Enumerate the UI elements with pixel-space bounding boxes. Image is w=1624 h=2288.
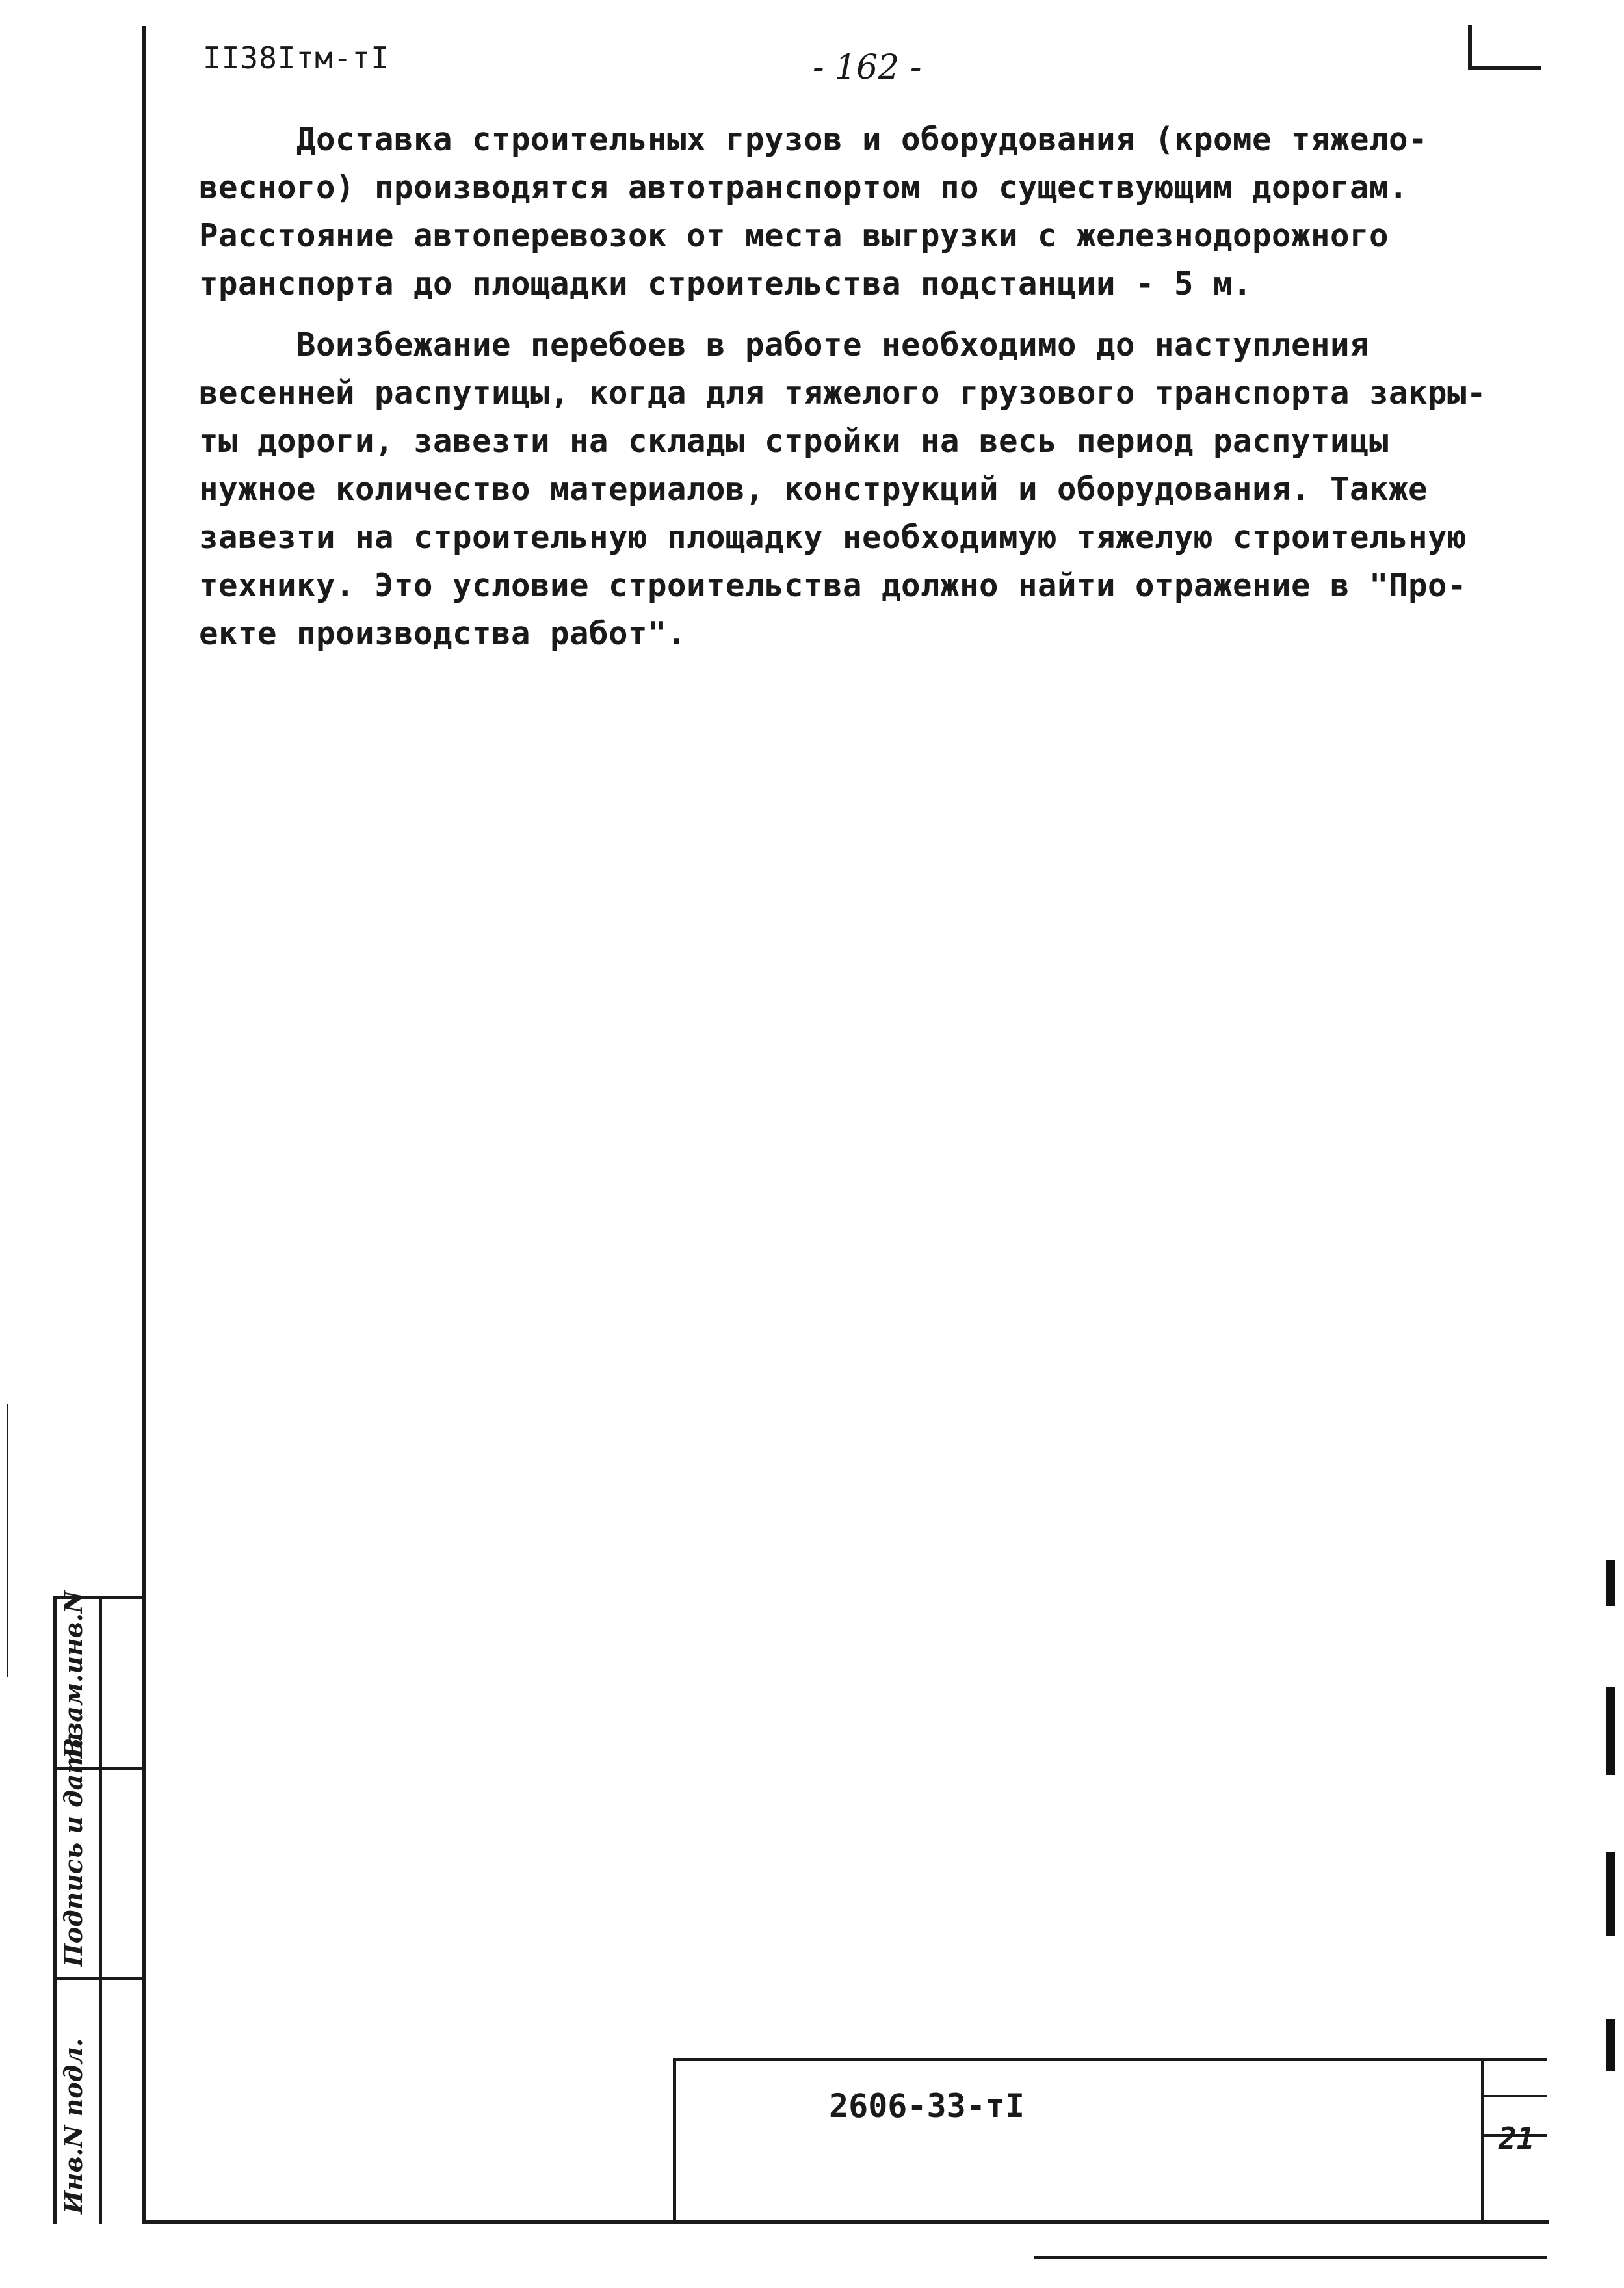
text-line: екте производства работ". [199,615,687,652]
title-block-top [673,2058,1547,2061]
sheet-cell-rule-1 [1481,2095,1547,2097]
bottom-rule [1034,2256,1547,2259]
paragraph-2 [199,321,1532,658]
edge-tick [1606,2019,1615,2071]
text-line: ты дороги, завезти на склады стройки на весь период распутицы [199,423,1389,460]
doc-code: II38Iтм-тI [203,40,389,75]
text-line: весенней распутицы, когда для тяжелого грузового транспорта закры- [199,375,1487,412]
text-line: технику. Это условие строительства должно найти отражение в "Про- [199,567,1467,604]
stamp-column-divider [99,1596,102,2224]
title-block-left [673,2058,676,2222]
sheet-number: 21 [1499,2121,1535,2156]
corner-mark-vertical [1468,25,1472,70]
stamp-label-vzam-inv: Взам.инв.N [59,1590,88,1759]
stamp-label-inv-podl: Инв.N подл. [59,2038,88,2214]
title-block-divider [1481,2058,1484,2222]
edge-tick [1606,1560,1615,1606]
stamp-divider-2 [53,1977,144,1980]
edge-tick [1606,1852,1615,1936]
text-line: Воизбежание перебоев в работе необходимо до наступления [296,326,1370,363]
left-frame-line [142,26,146,2224]
paragraph-1 [199,116,1532,308]
text-line: Расстояние автоперевозок от места выгрузки с железнодорожного [199,217,1389,254]
stamp-outer-left [53,1596,57,2224]
bottom-frame-line [142,2220,1549,2224]
text-line: завезти на строительную площадку необходимую тяжелую строительную [199,519,1467,556]
page-number: - 162 - [813,48,922,87]
corner-mark-horizontal [1468,66,1541,70]
text-line: нужное количество материалов, конструкций и оборудования. Также [199,471,1428,508]
text-line: весного) производятся автотранспортом по существующим дорогам. [199,169,1409,206]
footer-doc-code: 2606-33-тI [829,2087,1025,2125]
edge-tick [1606,1687,1615,1775]
text-line: транспорта до площадки строительства подстанции - 5 м. [199,265,1253,302]
text-line: Доставка строительных грузов и оборудования (кроме тяжело- [296,121,1428,158]
body-text [199,116,1532,671]
margin-line [7,1404,8,1677]
stamp-label-podpis-data: Подпись и дата [59,1731,88,1967]
